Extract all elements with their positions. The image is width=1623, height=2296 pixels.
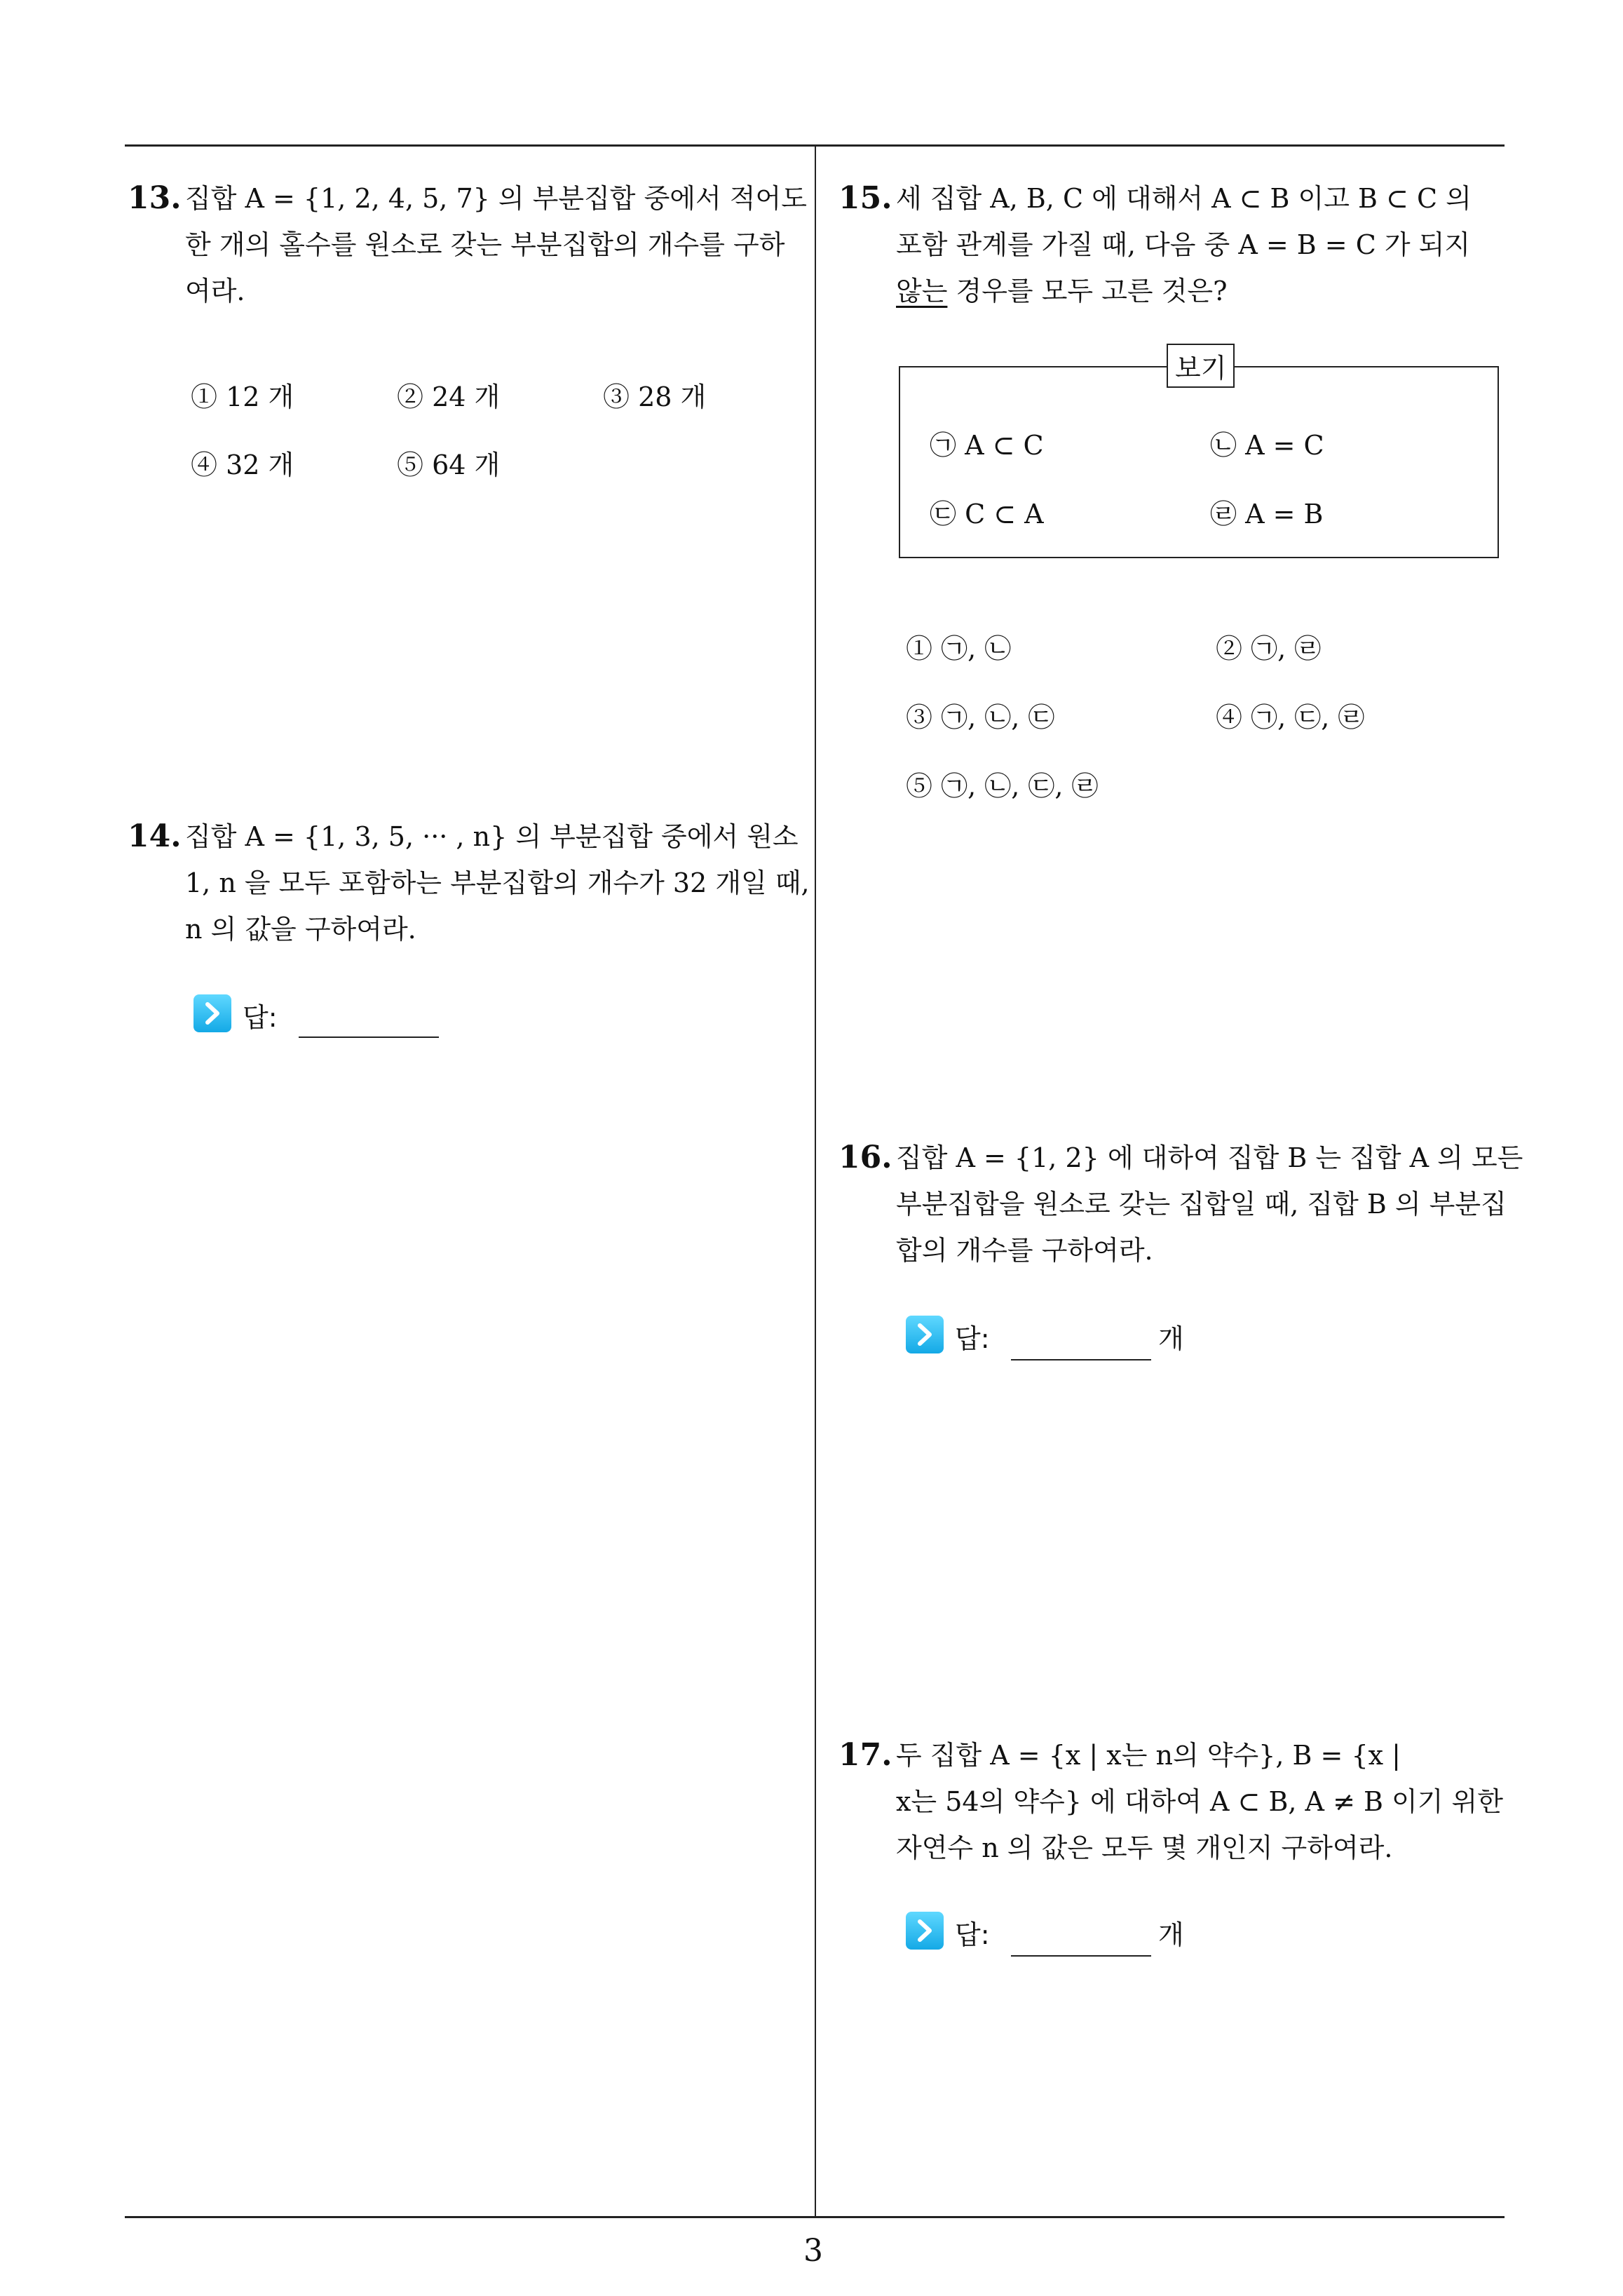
bogi-item: ㉡ A = C [1210,430,1324,461]
answer-blank[interactable] [1011,1359,1151,1360]
underlined-word: 않는 [896,276,948,306]
question-13 [128,175,807,316]
question-line: 부분집합을 원소로 갖는 집합일 때, 집합 B 의 부분집 [896,1189,1507,1220]
page-number: 3 [803,2233,823,2269]
option-3[interactable]: ③ 28 개 [603,381,707,412]
question-16 [838,1135,1523,1275]
answer-field-17 [906,1912,1214,1961]
answer-unit: 개 [1158,1323,1184,1354]
option-3[interactable]: ③ ㉠, ㉡, ㉢ [906,702,1055,733]
option-5[interactable]: ⑤ ㉠, ㉡, ㉢, ㉣ [906,771,1099,802]
bottom-rule [125,2216,1505,2218]
bogi-item: ㉢ C ⊂ A [930,499,1044,529]
option-4[interactable]: ④ ㉠, ㉢, ㉣ [1216,702,1365,733]
bogi-item: ㉠ A ⊂ C [930,430,1044,461]
question-line: 집합 A = {1, 3, 5, ··· , n} 의 부분집합 중에서 원소 [185,821,799,852]
question-line: 자연수 n 의 값은 모두 몇 개인지 구하여라. [896,1832,1393,1863]
option-5[interactable]: ⑤ 64 개 [397,450,501,480]
question-line: 세 집합 A, B, C 에 대해서 A ⊂ B 이고 B ⊂ C 의 [896,183,1472,214]
option-1[interactable]: ① ㉠, ㉡ [906,633,1012,664]
question-line: 1, n 을 모두 포함하는 부분집합의 개수가 32 개일 때, [185,867,810,898]
chevron-right-icon [906,1316,944,1353]
question-line: x는 54의 약수} 에 대하여 A ⊂ B, A ≠ B 이기 위한 [896,1786,1503,1817]
question-line: 한 개의 홀수를 원소로 갖는 부분집합의 개수를 구하 [185,229,785,260]
chevron-right-icon [193,994,231,1032]
answer-unit: 개 [1158,1919,1184,1950]
question-text [896,1135,1523,1274]
question-line: 집합 A = {1, 2, 4, 5, 7} 의 부분집합 중에서 적어도 [185,183,807,214]
option-4[interactable]: ④ 32 개 [191,450,294,480]
bogi-item: ㉣ A = B [1210,499,1324,529]
question-text [185,813,810,952]
question-text [185,175,807,314]
question-14 [128,813,810,954]
question-number: 15. [838,180,892,216]
bogi-title: 보기 [1167,344,1235,388]
question-line: 여라. [185,276,245,306]
question-line: 포함 관계를 가질 때, 다음 중 A = B = C 가 되지 [896,229,1471,260]
chevron-right-icon [906,1912,944,1950]
option-2[interactable]: ② ㉠, ㉣ [1216,633,1322,664]
answer-label: 답: [243,1002,278,1033]
answer-field-16 [906,1316,1214,1365]
question-text [896,175,1472,314]
question-15 [838,175,1512,316]
question-17 [838,1732,1512,1872]
answer-blank[interactable] [1011,1955,1151,1957]
question-number: 17. [838,1737,892,1773]
option-2[interactable]: ② 24 개 [397,381,501,412]
answer-field-14 [193,994,446,1044]
question-line: n 의 값을 구하여라. [185,914,416,945]
question-number: 14. [128,818,182,854]
question-text [896,1732,1503,1871]
question-line: 두 집합 A = {x | x는 n의 약수}, B = {x | [896,1740,1401,1771]
answer-label: 답: [955,1919,990,1950]
question-line-rest: 경우를 모두 고른 것은? [947,276,1228,306]
question-number: 16. [838,1140,892,1175]
answer-label: 답: [955,1323,990,1354]
question-line [896,268,1472,314]
question-line: 합의 개수를 구하여라. [896,1235,1153,1266]
question-line: 집합 A = {1, 2} 에 대하여 집합 B 는 집합 A 의 모든 [896,1142,1523,1173]
option-1[interactable]: ① 12 개 [191,381,294,412]
question-number: 13. [128,180,182,216]
answer-blank[interactable] [299,1036,439,1038]
column-divider [815,144,816,2217]
